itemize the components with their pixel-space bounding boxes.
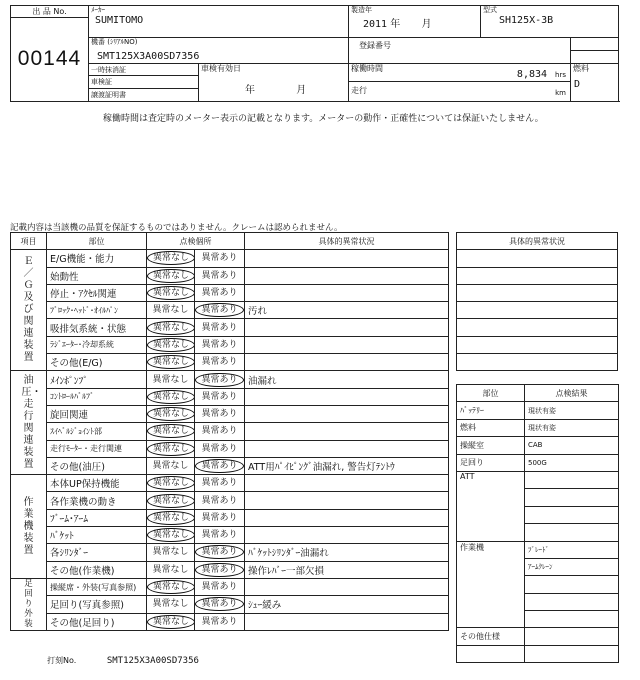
check-option-text: 異常あり [195, 459, 243, 473]
check-no-abnormality [147, 319, 195, 336]
serial-label: 機番 (ｼﾘｱﾙNO) [91, 38, 138, 46]
check-no-abnormality [147, 457, 195, 474]
check-abnormality [195, 388, 245, 405]
right-detail-row [457, 336, 618, 353]
part-name: ﾌﾞﾛｯｸ･ﾍｯﾄﾞ･ｵｲﾙﾊﾟﾝ [47, 302, 147, 319]
year-cell [349, 6, 481, 38]
part-name: 吸排気系統・状態 [47, 319, 147, 336]
part-name: 始動性 [47, 267, 147, 284]
stamp-value: SMT125X3A00SD7356 [106, 656, 199, 666]
inspection-row [11, 388, 449, 405]
category-text: Ｅ／Ｇ及び関連装置 [23, 256, 34, 364]
hours-label: 稼働時間 [351, 64, 383, 73]
check-option-text: 異常なし [147, 476, 195, 490]
check-option-text: 異常あり [201, 512, 238, 523]
category-text: 足回り外装 [24, 579, 33, 630]
right-detail-cell [457, 354, 618, 371]
part-name: 本体UP保持機能 [47, 475, 147, 492]
detail-note [245, 405, 449, 422]
part-name: E/G機能・能力 [47, 250, 147, 267]
check-no-abnormality [147, 527, 195, 544]
stamp-number [47, 655, 199, 666]
check-option-text: 異常あり [201, 616, 238, 627]
category-label [11, 578, 47, 630]
inspection-row [11, 250, 449, 267]
inspection-row [11, 371, 449, 388]
year-value: 2011 [363, 19, 388, 30]
hours-unit: hrs [555, 71, 566, 79]
check-no-abnormality [147, 578, 195, 595]
part-name: ﾒｲﾝﾎﾟﾝﾌﾟ [47, 371, 147, 388]
serial-value: SMT125X3A00SD7356 [97, 51, 200, 62]
check-no-abnormality [147, 561, 195, 578]
part-name: その他(E/G) [47, 354, 147, 371]
results-header-result: 点検結果 [525, 385, 619, 402]
hours-cell [349, 64, 571, 102]
check-abnormality [195, 371, 245, 388]
inspection-rows [11, 250, 449, 631]
fuel-label: 燃料 [573, 64, 589, 73]
category-text: 油圧・走行関連装置 [21, 374, 42, 470]
detail-note [245, 440, 449, 457]
check-option-text: 異常あり [201, 409, 238, 420]
check-option-text: 異常なし [152, 599, 189, 610]
check-option-text: 異常なし [147, 528, 195, 542]
reg-doc-1: 一時抹消証 [89, 64, 198, 76]
hours-disclaimer: 稼働時間は査定時のメーター表示の記載となります。メーターの動作・正確性については保証いたしません。 [103, 114, 544, 124]
check-option-text: 異常なし [147, 442, 195, 456]
category-text: 作業機装置 [23, 496, 34, 556]
result-value: 現状有姿 [525, 402, 619, 419]
part-name: ﾌﾞｰﾑ･ｱｰﾑ [47, 509, 147, 526]
inspection-row [11, 354, 449, 371]
check-option-text: 異常なし [152, 547, 189, 558]
col-header-detail: 具体的異常状況 [245, 233, 449, 250]
inspection-row [11, 319, 449, 336]
right-detail-cell [457, 267, 618, 284]
check-option-text: 異常あり [195, 597, 243, 611]
check-abnormality [195, 250, 245, 267]
work-item: ﾌﾞﾚｰﾄﾞ [525, 541, 619, 558]
right-detail-header: 具体的異常状況 [457, 233, 618, 250]
inspection-cell [199, 64, 349, 102]
check-option-text: 異常なし [147, 424, 195, 438]
col-header-check: 点検個所 [147, 233, 245, 250]
check-abnormality [195, 527, 245, 544]
check-abnormality [195, 267, 245, 284]
check-abnormality [195, 319, 245, 336]
detail-note [245, 267, 449, 284]
right-detail-cell [457, 319, 618, 336]
other-spec-label: その他仕様 [457, 628, 525, 645]
check-option-text: 異常あり [201, 322, 238, 333]
check-option-text: 異常あり [201, 253, 238, 264]
category-label [11, 250, 47, 371]
check-no-abnormality [147, 492, 195, 509]
right-detail-rows [457, 250, 618, 371]
work-item: ｱｰﾑｸﾚｰﾝ [525, 558, 619, 575]
detail-note: 汚れ [245, 302, 449, 319]
registration-cell [349, 38, 571, 64]
inspection-row [11, 457, 449, 474]
inspection-table [10, 232, 449, 631]
detail-note [245, 613, 449, 630]
inspection-month-unit: 月 [296, 85, 307, 96]
registration-label: 登録番号 [359, 41, 391, 50]
check-option-text: 異常なし [147, 580, 195, 594]
detail-note [245, 319, 449, 336]
check-no-abnormality [147, 371, 195, 388]
check-no-abnormality [147, 354, 195, 371]
check-no-abnormality [147, 475, 195, 492]
inspection-row [11, 440, 449, 457]
check-option-text: 異常なし [152, 374, 189, 385]
part-name: ｺﾝﾄﾛｰﾙﾊﾞﾙﾌﾞ [47, 388, 147, 405]
result-part: 燃料 [457, 419, 525, 436]
inspection-row [11, 284, 449, 301]
reg-doc-list [89, 64, 199, 102]
result-value: CAB [525, 437, 619, 454]
right-detail-cell [457, 336, 618, 353]
part-name: 各ｼﾘﾝﾀﾞｰ [47, 544, 147, 561]
check-abnormality [195, 596, 245, 613]
year-unit: 年 [390, 19, 401, 30]
serial-cell [89, 38, 349, 64]
inspection-row [11, 302, 449, 319]
inspection-year-unit: 年 [245, 85, 255, 96]
att-label: ATT [457, 471, 525, 541]
check-option-text: 異常あり [195, 545, 243, 559]
detail-note [245, 423, 449, 440]
inspection-row [11, 544, 449, 561]
check-option-text: 異常あり [195, 303, 243, 317]
fuel-cell [571, 64, 619, 102]
month-unit: 月 [421, 19, 432, 30]
check-abnormality [195, 302, 245, 319]
part-name: その他(油圧) [47, 457, 147, 474]
result-part: 足回り [457, 454, 525, 471]
check-option-text: 異常あり [201, 495, 238, 506]
check-option-text: 異常なし [147, 251, 195, 265]
check-abnormality [195, 354, 245, 371]
check-option-text: 異常なし [147, 338, 195, 352]
check-option-text: 異常なし [147, 321, 195, 335]
reg-doc-2: 車検証 [89, 76, 198, 88]
check-option-text: 異常あり [201, 443, 238, 454]
detail-note [245, 527, 449, 544]
check-option-text: 異常なし [147, 286, 195, 300]
inspection-label: 車検有効日 [201, 64, 241, 73]
mileage-label: 走行 [351, 86, 367, 95]
detail-note [245, 475, 449, 492]
detail-note: 油漏れ [245, 371, 449, 388]
inspection-row [11, 596, 449, 613]
check-option-text: 異常なし [152, 305, 189, 316]
check-abnormality [195, 440, 245, 457]
part-name: 停止・ｱｸｾﾙ関連 [47, 284, 147, 301]
check-abnormality [195, 423, 245, 440]
check-abnormality [195, 544, 245, 561]
hours-value: 8,834 [516, 69, 548, 80]
right-detail-row [457, 302, 618, 319]
check-abnormality [195, 578, 245, 595]
right-detail-cell [457, 284, 618, 301]
result-part: ﾊﾞｯﾃﾘｰ [457, 402, 525, 419]
check-no-abnormality [147, 423, 195, 440]
check-abnormality [195, 475, 245, 492]
check-no-abnormality [147, 302, 195, 319]
results-header-part: 部位 [457, 385, 525, 402]
check-no-abnormality [147, 284, 195, 301]
right-detail-row [457, 319, 618, 336]
check-option-text: 異常なし [147, 407, 195, 421]
check-no-abnormality [147, 613, 195, 630]
check-no-abnormality [147, 388, 195, 405]
check-option-text: 異常あり [201, 582, 238, 593]
detail-note: ﾊﾞｹｯﾄｼﾘﾝﾀﾞｰ油漏れ [245, 544, 449, 561]
category-label [11, 475, 47, 579]
detail-note: 操作ﾚﾊﾞｰ一部欠損 [245, 561, 449, 578]
check-option-text: 異常なし [147, 494, 195, 508]
right-detail-row [457, 354, 618, 371]
detail-note [245, 492, 449, 509]
inspection-row [11, 475, 449, 492]
check-no-abnormality [147, 336, 195, 353]
detail-note: ATT用ﾊﾟｲﾋﾟﾝｸﾞ油漏れ, 警告灯ﾃﾝﾄｳ [245, 457, 449, 474]
year-label: 製造年 [351, 6, 372, 14]
detail-note [245, 388, 449, 405]
col-header-part: 部位 [47, 233, 147, 250]
check-option-text: 異常なし [147, 390, 195, 404]
model-label: 型式 [483, 6, 497, 14]
check-no-abnormality [147, 596, 195, 613]
check-option-text: 異常あり [201, 357, 238, 368]
detail-note: ｼｭｰ緩み [245, 596, 449, 613]
inspection-row [11, 423, 449, 440]
inspection-row [11, 578, 449, 595]
model-value: SH125X-3B [499, 15, 554, 26]
check-option-text: 異常あり [201, 391, 238, 402]
check-abnormality [195, 613, 245, 630]
category-label [11, 371, 47, 475]
check-no-abnormality [147, 544, 195, 561]
part-name: 足回り(写真参照) [47, 596, 147, 613]
right-detail-row [457, 284, 618, 301]
detail-note [245, 509, 449, 526]
inspection-row [11, 527, 449, 544]
right-detail-cell [457, 250, 618, 267]
header-table [10, 5, 619, 102]
result-part: 操縦室 [457, 437, 525, 454]
maker-cell [89, 6, 349, 38]
check-option-text: 異常なし [147, 615, 195, 629]
part-name: ﾊﾞｹｯﾄ [47, 527, 147, 544]
work-label: 作業機 [457, 541, 525, 628]
check-option-text: 異常あり [201, 426, 238, 437]
inspection-row [11, 561, 449, 578]
check-abnormality [195, 509, 245, 526]
right-detail-row [457, 250, 618, 267]
check-no-abnormality [147, 440, 195, 457]
check-no-abnormality [147, 509, 195, 526]
result-value: 現状有姿 [525, 419, 619, 436]
reg-doc-3: 譲渡証明書 [91, 90, 126, 99]
check-option-text: 異常なし [147, 355, 195, 369]
check-no-abnormality [147, 405, 195, 422]
part-name: 各作業機の動き [47, 492, 147, 509]
col-header-item: 項目 [11, 233, 47, 250]
check-option-text: 異常なし [147, 511, 195, 525]
maker-label: ﾒｰｶｰ [91, 6, 105, 14]
check-option-text: 異常あり [201, 270, 238, 281]
check-abnormality [195, 457, 245, 474]
check-option-text: 異常なし [147, 269, 195, 283]
detail-note [245, 354, 449, 371]
check-option-text: 異常あり [195, 563, 243, 577]
lot-number: 00144 [11, 18, 89, 102]
inspection-row [11, 492, 449, 509]
maker-value: SUMITOMO [95, 15, 144, 26]
detail-note [245, 250, 449, 267]
right-detail-row [457, 267, 618, 284]
detail-note [245, 336, 449, 353]
inspection-row [11, 405, 449, 422]
inspection-row [11, 336, 449, 353]
detail-note [245, 284, 449, 301]
check-option-text: 異常あり [195, 373, 243, 387]
inspection-row [11, 509, 449, 526]
km-unit: km [555, 89, 566, 97]
part-name: 走行ﾓｰﾀｰ・走行関連 [47, 440, 147, 457]
check-no-abnormality [147, 250, 195, 267]
check-option-text: 異常あり [201, 530, 238, 541]
check-abnormality [195, 405, 245, 422]
check-option-text: 異常あり [201, 288, 238, 299]
part-name: ﾗｼﾞｴｰﾀｰ･冷却系統 [47, 336, 147, 353]
part-name: 操縦席・外装(写真参照) [47, 578, 147, 595]
part-name: ｽｲﾍﾞﾙｼﾞｮｲﾝﾄ部 [47, 423, 147, 440]
check-abnormality [195, 492, 245, 509]
part-name: その他(足回り) [47, 613, 147, 630]
lot-label: 出 品 No. [11, 6, 89, 18]
check-no-abnormality [147, 267, 195, 284]
inspection-row [11, 267, 449, 284]
right-detail-table [456, 232, 618, 371]
model-cell [481, 6, 619, 38]
result-value: 500G [525, 454, 619, 471]
part-name: 旋回関連 [47, 405, 147, 422]
right-detail-cell [457, 302, 618, 319]
check-abnormality [195, 561, 245, 578]
check-option-text: 異常なし [152, 461, 189, 471]
check-option-text: 異常あり [201, 478, 238, 489]
fuel-value: D [574, 79, 581, 90]
results-table [456, 384, 619, 663]
stamp-label: 打刻No. [47, 656, 77, 665]
detail-note [245, 578, 449, 595]
part-name: その他(作業機) [47, 561, 147, 578]
quality-disclaimer: 記載内容は当該機の品質を保証するものではありません。クレームは認められません。 [10, 223, 343, 233]
check-abnormality [195, 336, 245, 353]
inspection-row [11, 613, 449, 630]
check-option-text: 異常あり [201, 339, 238, 350]
check-option-text: 異常なし [152, 564, 189, 575]
check-abnormality [195, 284, 245, 301]
